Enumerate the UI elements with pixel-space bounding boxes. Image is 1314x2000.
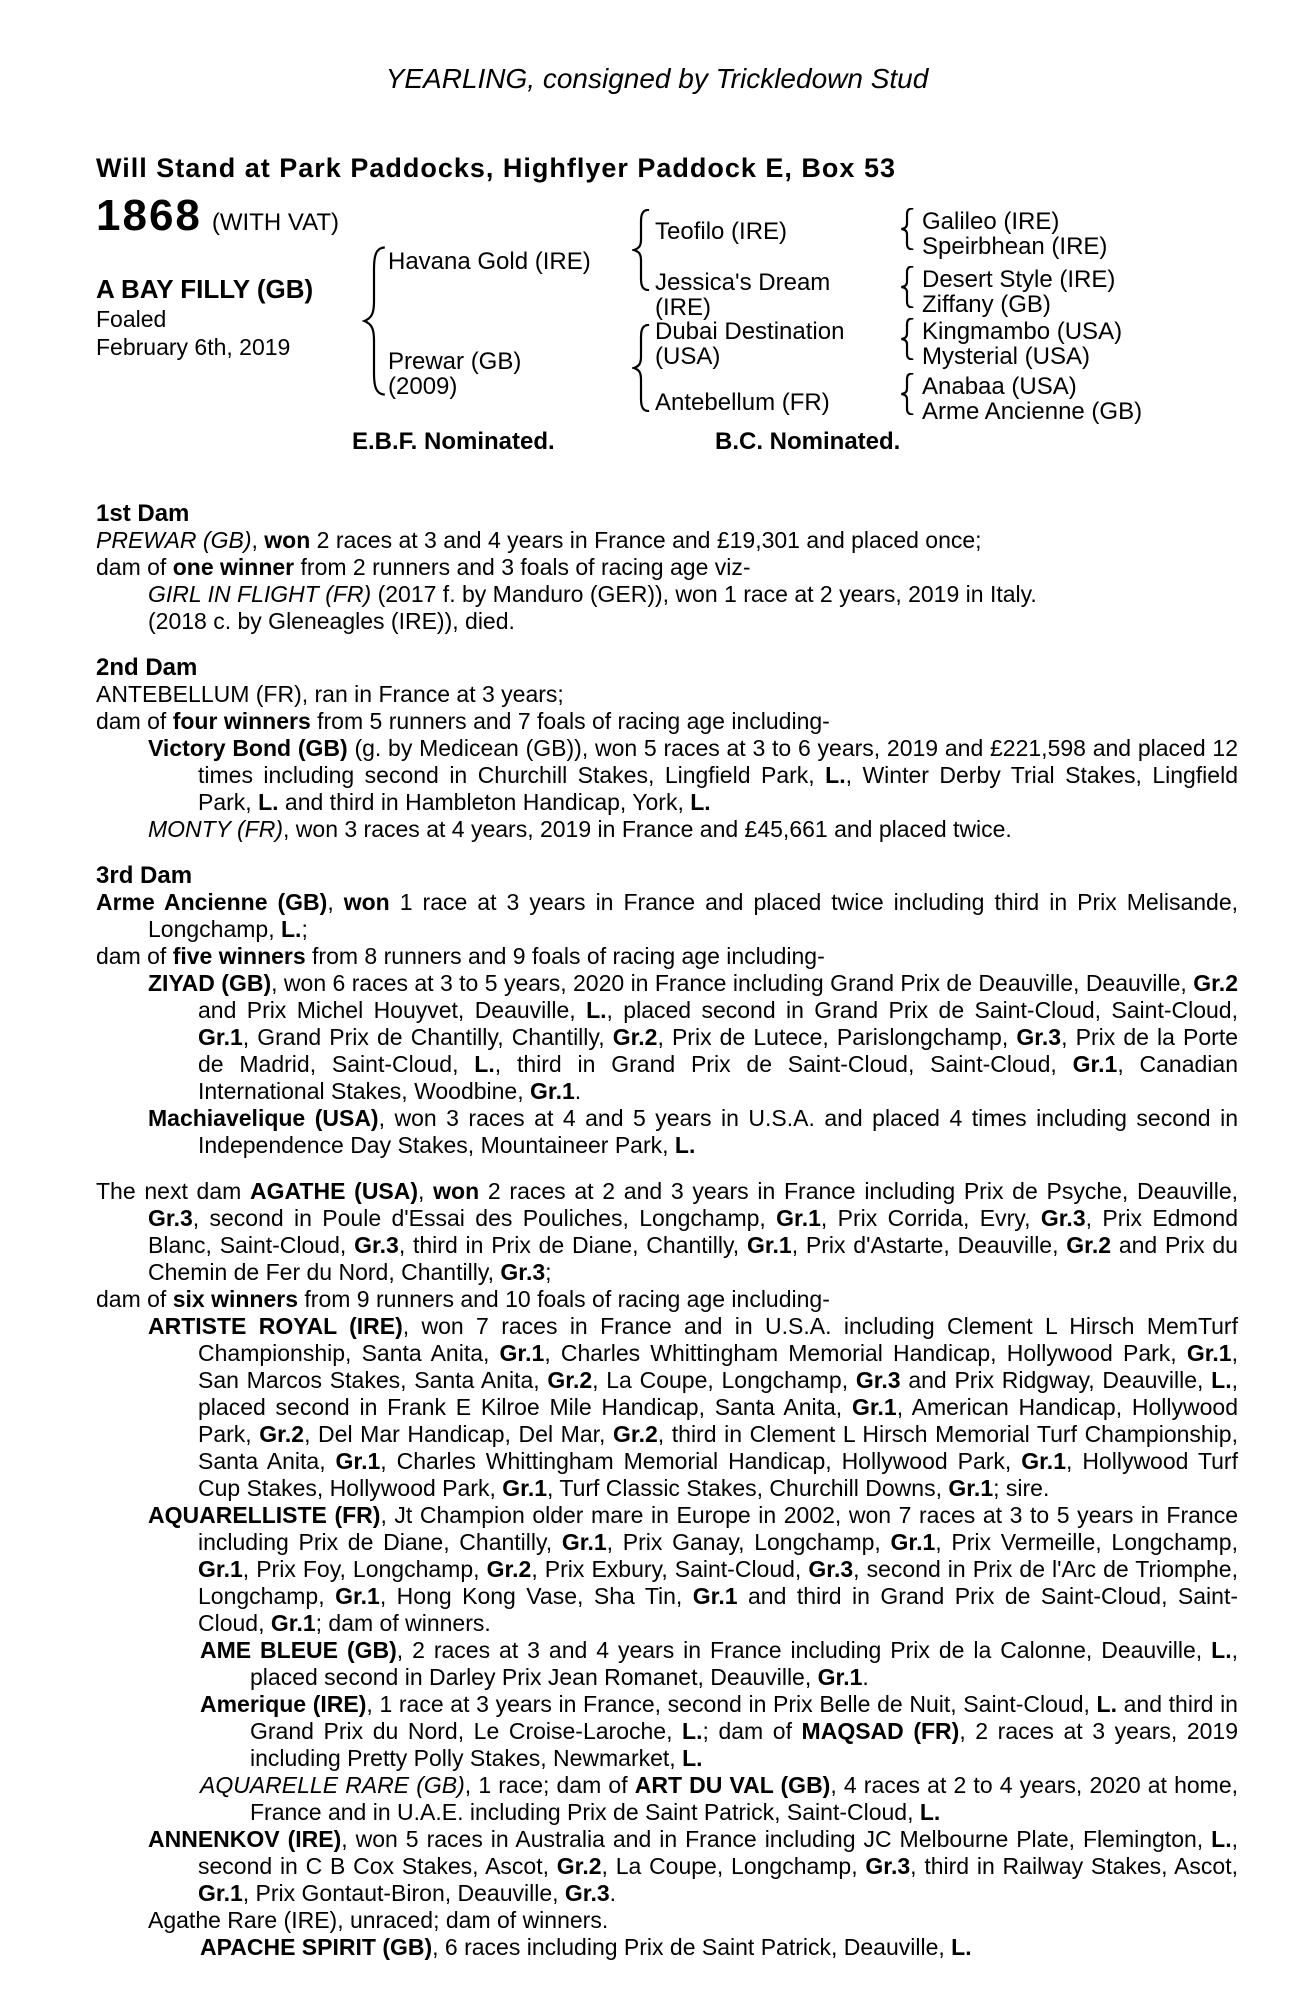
text-emphasis: Gr.3 bbox=[865, 1853, 911, 1879]
text-emphasis: Amerique (IRE) bbox=[200, 1691, 367, 1717]
text-emphasis: L. bbox=[474, 1051, 495, 1077]
text-emphasis: Gr.1 bbox=[746, 1232, 792, 1258]
dam-name-block bbox=[388, 349, 521, 399]
text-emphasis: Gr.1 bbox=[502, 1475, 548, 1501]
paragraph-agathe: The next dam AGATHE (USA), won 2 races at 2 and 3 years in France including Prix de Psyche, Deauville, Gr.3, second in Poule d'Essai des Pouliches, Longchamp, Gr.1, Prix Corrida, Evry, Gr.3, Prix Edmond Blanc, Saint-Cloud, Gr.3, third in Prix de Diane, Chantilly, Gr.1, Prix d'Astarte, Deauville, Gr.2 and Prix du Chemin de Fer du Nord, Chantilly, Gr.3; bbox=[96, 1178, 1239, 1285]
text-emphasis: L. bbox=[1211, 1367, 1232, 1393]
dam-sire-name: Dubai Destination (USA) bbox=[655, 318, 845, 370]
text-emphasis: Machiavelique (USA) bbox=[148, 1105, 379, 1131]
gg-name: Kingmambo (USA) bbox=[922, 318, 1123, 345]
section-2nd-dam bbox=[96, 654, 1238, 843]
pedigree-brace-gg4 bbox=[900, 373, 914, 415]
text-emphasis: Gr.3 bbox=[855, 1367, 901, 1393]
vat-note: (WITH VAT) bbox=[211, 209, 339, 236]
paragraph-prewar-produce: dam of one winner from 2 runners and 3 foals of racing age viz- bbox=[96, 554, 751, 580]
text-emphasis: ANNENKOV (IRE) bbox=[148, 1826, 342, 1852]
lot-line bbox=[96, 191, 339, 240]
section-next-dam bbox=[96, 1178, 1238, 1961]
paragraph-agathe-rare: Agathe Rare (IRE), unraced; dam of winners. bbox=[148, 1907, 609, 1933]
text-emphasis: Gr.2 bbox=[1066, 1232, 1112, 1258]
paragraph-prewar: PREWAR (GB), won 2 races at 3 and 4 years in France and £19,301 and placed once; bbox=[96, 527, 982, 553]
paragraph-girl-in-flight: GIRL IN FLIGHT (FR) (2017 f. by Manduro (GER)), won 1 race at 2 years, 2019 in Italy. bbox=[148, 581, 1037, 607]
foaled-label: Foaled bbox=[96, 306, 167, 332]
text-emphasis: four winners bbox=[172, 708, 311, 734]
curly-brace-icon bbox=[632, 209, 650, 291]
gg-pair-3 bbox=[922, 319, 1122, 369]
text-emphasis: L. bbox=[674, 1132, 696, 1158]
dam-year: (2009) bbox=[388, 373, 458, 400]
text-emphasis: one winner bbox=[172, 554, 295, 580]
text-emphasis: won bbox=[343, 889, 390, 915]
paragraph-monty: MONTY (FR), won 3 races at 4 years, 2019 in France and £45,661 and placed twice. bbox=[148, 816, 1012, 842]
paragraph-ame-bleue: AME BLEUE (GB), 2 races at 3 and 4 years in France including Prix de la Calonne, Deauville, L., placed second in Darley Prix Jean Romanet, Deauville, Gr.1. bbox=[200, 1637, 1238, 1690]
curly-brace-icon bbox=[900, 266, 914, 308]
text-emphasis: ARTISTE ROYAL (IRE) bbox=[148, 1313, 403, 1339]
text-emphasis: L. bbox=[280, 916, 302, 942]
text-emphasis: five winners bbox=[172, 943, 306, 969]
paragraph-machiavelique: Machiavelique (USA), won 3 races at 4 and 5 years in U.S.A. and placed 4 times including second in Independence Day Stakes, Mountaineer Park, L. bbox=[148, 1105, 1238, 1158]
section-heading: 3rd Dam bbox=[96, 862, 193, 889]
section-3rd-dam bbox=[96, 862, 1238, 1159]
text-emphasis: Gr.3 bbox=[500, 1259, 546, 1285]
paragraph-antebellum: ANTEBELLUM (FR), ran in France at 3 years; bbox=[96, 681, 564, 707]
text-emphasis: Gr.1 bbox=[561, 1529, 607, 1555]
text-emphasis: L. bbox=[586, 997, 607, 1023]
gg-name: Galileo (IRE) bbox=[922, 208, 1060, 235]
gg-name: Speirbhean (IRE) bbox=[922, 233, 1108, 260]
text-emphasis: Gr.1 bbox=[530, 1078, 575, 1104]
gg-name: Mysterial (USA) bbox=[922, 343, 1091, 370]
gg-name: Ziffany (GB) bbox=[922, 291, 1051, 318]
text-emphasis: Gr.2 bbox=[556, 1853, 602, 1879]
text-emphasis: Gr.1 bbox=[1072, 1051, 1118, 1077]
paragraph-victory-bond: Victory Bond (GB) (g. by Medicean (GB)), won 5 races at 3 to 6 years, 2019 and £221,598 and placed 12 times including second in Churchill Stakes, Lingfield Park, L., Winter Derby Trial Stakes, Lingfield Park, L. and third in Hambleton Handicap, York, L. bbox=[148, 735, 1238, 815]
gg-name: Desert Style (IRE) bbox=[922, 266, 1116, 293]
text-emphasis: Gr.1 bbox=[270, 1610, 316, 1636]
text-emphasis: Gr.1 bbox=[335, 1583, 380, 1609]
pedigree-brace-gg2 bbox=[900, 266, 914, 308]
section-heading: 2nd Dam bbox=[96, 654, 198, 681]
text-emphasis: Gr.1 bbox=[198, 1024, 243, 1050]
paragraph-antebellum-produce: dam of four winners from 5 runners and 7 foals of racing age including- bbox=[96, 708, 830, 734]
text-emphasis: L. bbox=[825, 762, 846, 788]
text-emphasis: Gr.1 bbox=[890, 1529, 936, 1555]
curly-brace-icon bbox=[362, 246, 386, 396]
text-emphasis: APACHE SPIRIT (GB) bbox=[200, 1934, 433, 1960]
text-emphasis: L. bbox=[919, 1799, 941, 1825]
paragraph-annenkov: ANNENKOV (IRE), won 5 races in Australia and in France including JC Melbourne Plate, Flemington, L., second in C B Cox Stakes, Ascot, Gr.2, La Coupe, Longchamp, Gr.3, third in Railway Stakes, Ascot, Gr.1, Prix Gontaut-Biron, Deauville, Gr.3. bbox=[148, 1826, 1239, 1906]
sire-dam-name: Jessica's Dream (IRE) bbox=[655, 269, 831, 321]
text-emphasis: ZIYAD (GB) bbox=[148, 970, 272, 996]
sire-sire-name: Teofilo (IRE) bbox=[655, 218, 788, 245]
ebf-nominated: E.B.F. Nominated. bbox=[352, 428, 555, 455]
paragraph-apache-spirit: APACHE SPIRIT (GB), 6 races including Prix de Saint Patrick, Deauville, L. bbox=[200, 1934, 972, 1960]
stand-location-line: Will Stand at Park Paddocks, Highflyer Paddock E, Box 53 bbox=[96, 153, 896, 183]
text-emphasis: Gr.1 bbox=[335, 1448, 381, 1474]
curly-brace-icon bbox=[900, 318, 914, 360]
text-emphasis: won bbox=[264, 527, 311, 553]
text-emphasis: L. bbox=[1096, 1691, 1117, 1717]
text-emphasis: won bbox=[433, 1178, 480, 1204]
consignment-title: YEARLING, consigned by Trickledown Stud bbox=[385, 63, 929, 94]
text-emphasis: L. bbox=[682, 1718, 703, 1744]
text-emphasis: Gr.2 bbox=[259, 1421, 305, 1447]
text-emphasis: GIRL IN FLIGHT (FR) bbox=[148, 581, 372, 607]
foaled-date: February 6th, 2019 bbox=[96, 334, 291, 360]
text-emphasis: Gr.1 bbox=[1186, 1340, 1232, 1366]
text-emphasis: L. bbox=[1211, 1826, 1232, 1852]
text-emphasis: Gr.1 bbox=[817, 1664, 863, 1690]
text-emphasis: Gr.3 bbox=[148, 1205, 193, 1231]
text-emphasis: Gr.2 bbox=[613, 1421, 658, 1447]
gg-name: Anabaa (USA) bbox=[922, 373, 1077, 400]
section-1st-dam bbox=[96, 500, 1238, 635]
gg-pair-2 bbox=[922, 267, 1115, 317]
text-emphasis: Gr.3 bbox=[808, 1556, 854, 1582]
text-emphasis: PREWAR (GB) bbox=[96, 527, 252, 553]
page-content bbox=[96, 152, 1238, 1961]
text-emphasis: Gr.2 bbox=[486, 1556, 532, 1582]
text-emphasis: Gr.1 bbox=[948, 1475, 994, 1501]
text-emphasis: Victory Bond (GB) bbox=[148, 735, 348, 761]
text-emphasis: Gr.1 bbox=[499, 1340, 545, 1366]
dam-name: Prewar (GB) bbox=[388, 348, 522, 375]
paragraph-2018-colt: (2018 c. by Gleneagles (IRE)), died. bbox=[148, 608, 515, 634]
text-emphasis: Gr.1 bbox=[851, 1394, 897, 1420]
text-emphasis: AGATHE (USA) bbox=[250, 1178, 419, 1204]
text-emphasis: L. bbox=[682, 1745, 703, 1771]
text-emphasis: Gr.2 bbox=[612, 1024, 658, 1050]
text-emphasis: Gr.1 bbox=[198, 1880, 243, 1906]
paragraph-agathe-produce: dam of six winners from 9 runners and 10 foals of racing age including- bbox=[96, 1286, 830, 1312]
text-emphasis: Gr.1 bbox=[776, 1205, 821, 1231]
gg-name: Arme Ancienne (GB) bbox=[922, 398, 1143, 425]
paragraph-arme-ancienne: Arme Ancienne (GB), won 1 race at 3 years in France and placed twice including third in Prix Melisande, Longchamp, L.; bbox=[96, 889, 1239, 942]
gg-pair-4 bbox=[922, 374, 1142, 424]
text-emphasis: MONTY (FR) bbox=[148, 816, 284, 842]
dam-dam-name: Antebellum (FR) bbox=[655, 389, 830, 416]
gg-pair-1 bbox=[922, 209, 1107, 259]
curly-brace-icon bbox=[632, 324, 650, 412]
pedigree-brace-gg3 bbox=[900, 318, 914, 360]
text-emphasis: Gr.3 bbox=[1016, 1024, 1062, 1050]
text-emphasis: L. bbox=[258, 789, 279, 815]
text-emphasis: Gr.2 bbox=[1193, 970, 1238, 996]
text-emphasis: AQUARELLISTE (FR) bbox=[148, 1502, 381, 1528]
paragraph-arme-produce: dam of five winners from 8 runners and 9 foals of racing age including- bbox=[96, 943, 825, 969]
text-emphasis: Gr.1 bbox=[198, 1556, 243, 1582]
text-emphasis: six winners bbox=[172, 1286, 298, 1312]
text-emphasis: L. bbox=[690, 789, 711, 815]
pedigree-brace-gg1 bbox=[900, 208, 914, 250]
sire-name: Havana Gold (IRE) bbox=[388, 248, 591, 275]
text-emphasis: ART DU VAL (GB) bbox=[634, 1772, 831, 1798]
lot-number: 1868 bbox=[96, 191, 202, 240]
text-emphasis: Arme Ancienne (GB) bbox=[96, 889, 328, 915]
text-emphasis: L. bbox=[951, 1934, 972, 1960]
curly-brace-icon bbox=[900, 373, 914, 415]
paragraph-aquarelliste: AQUARELLISTE (FR), Jt Champion older mare in Europe in 2002, won 7 races at 3 to 5 years in France including Prix de Diane, Chantilly, Gr.1, Prix Ganay, Longchamp, Gr.1, Prix Vermeille, Longchamp, Gr.1, Prix Foy, Longchamp, Gr.2, Prix Exbury, Saint-Cloud, Gr.3, second in Prix de l'Arc de Triomphe, Longchamp, Gr.1, Hong Kong Vase, Sha Tin, Gr.1 and third in Grand Prix de Saint-Cloud, Saint-Cloud, Gr.1; dam of winners. bbox=[148, 1502, 1239, 1636]
text-emphasis: AQUARELLE RARE (GB) bbox=[200, 1772, 465, 1798]
horse-description: A BAY FILLY (GB) bbox=[96, 274, 314, 304]
section-heading: 1st Dam bbox=[96, 500, 190, 527]
text-emphasis: MAQSAD (FR) bbox=[801, 1718, 960, 1744]
text-emphasis: Gr.3 bbox=[1040, 1205, 1086, 1231]
text-emphasis: Gr.3 bbox=[564, 1880, 610, 1906]
text-emphasis: Gr.3 bbox=[354, 1232, 399, 1258]
text-emphasis: AME BLEUE (GB) bbox=[200, 1637, 397, 1663]
curly-brace-icon bbox=[900, 208, 914, 250]
text-emphasis: Gr.2 bbox=[547, 1367, 593, 1393]
text-emphasis: L. bbox=[1211, 1637, 1232, 1663]
pedigree-table bbox=[96, 189, 1238, 481]
paragraph-amerique: Amerique (IRE), 1 race at 3 years in France, second in Prix Belle de Nuit, Saint-Cloud, L. and third in Grand Prix du Nord, Le Croise-Laroche, L.; dam of MAQSAD (FR), 2 races at 3 years, 2019 including Pretty Polly Stakes, Newmarket, L. bbox=[200, 1691, 1238, 1771]
paragraph-aquarelle-rare: AQUARELLE RARE (GB), 1 race; dam of ART DU VAL (GB), 4 races at 2 to 4 years, 2020 at home, France and in U.A.E. including Prix de Saint Patrick, Saint-Cloud, L. bbox=[200, 1772, 1238, 1825]
text-emphasis: Gr.1 bbox=[692, 1583, 738, 1609]
paragraph-artiste-royal: ARTISTE ROYAL (IRE), won 7 races in France and in U.S.A. including Clement L Hirsch MemTurf Championship, Santa Anita, Gr.1, Charles Whittingham Memorial Handicap, Hollywood Park, Gr.1, San Marcos Stakes, Santa Anita, Gr.2, La Coupe, Longchamp, Gr.3 and Prix Ridgway, Deauville, L., placed second in Frank E Kilroe Mile Handicap, Santa Anita, Gr.1, American Handicap, Hollywood Park, Gr.2, Del Mar Handicap, Del Mar, Gr.2, third in Clement L Hirsch Memorial Turf Championship, Santa Anita, Gr.1, Charles Whittingham Memorial Handicap, Hollywood Park, Gr.1, Hollywood Turf Cup Stakes, Hollywood Park, Gr.1, Turf Classic Stakes, Churchill Downs, Gr.1; sire. bbox=[148, 1313, 1238, 1501]
text-emphasis: Gr.1 bbox=[1021, 1448, 1066, 1474]
pedigree-brace-gen1 bbox=[362, 246, 386, 396]
paragraph-ziyad: ZIYAD (GB), won 6 races at 3 to 5 years, 2020 in France including Grand Prix de Deauville, Deauville, Gr.2 and Prix Michel Houyvet, Deauville, L., placed second in Grand Prix de Saint-Cloud, Saint-Cloud, Gr.1, Grand Prix de Chantilly, Chantilly, Gr.2, Prix de Lutece, Parislongchamp, Gr.3, Prix de la Porte de Madrid, Saint-Cloud, L., third in Grand Prix de Saint-Cloud, Saint-Cloud, Gr.1, Canadian International Stakes, Woodbine, Gr.1. bbox=[148, 970, 1239, 1104]
bc-nominated: B.C. Nominated. bbox=[715, 428, 901, 455]
pedigree-brace-sire-line bbox=[632, 209, 650, 291]
pedigree-brace-dam-line bbox=[632, 324, 650, 412]
